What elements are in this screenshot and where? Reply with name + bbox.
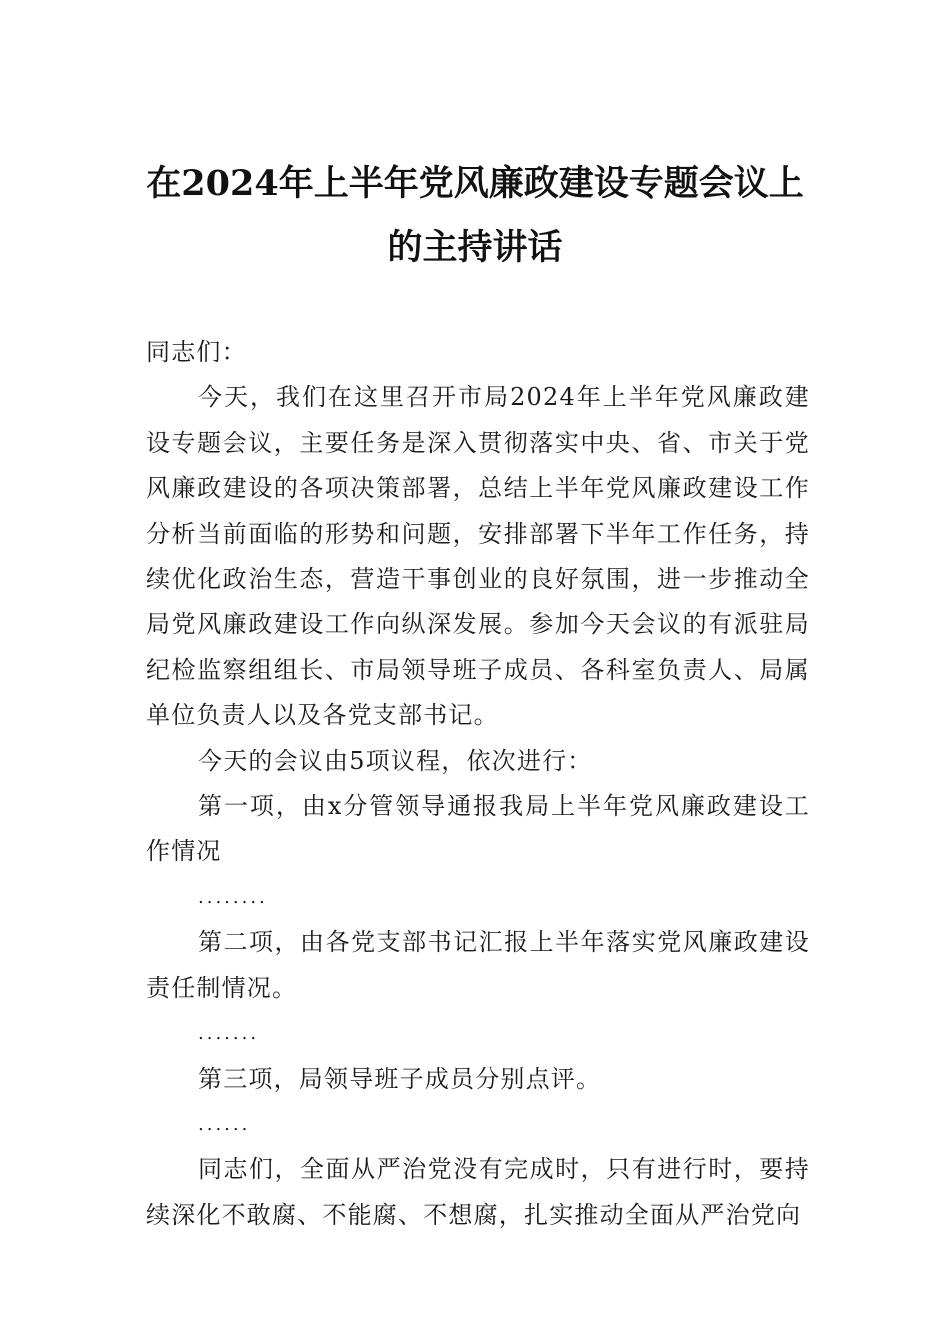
ellipsis-3: ...... (198, 1113, 251, 1135)
agenda-item-1: 第一项，由x分管领导通报我局上半年党风廉政建设工作情况 (146, 792, 810, 866)
title-line-1: 在2024年上半年党风廉政建设专题会议上 (146, 163, 804, 204)
paragraph-intro: 今天，我们在这里召开市局2024年上半年党风廉政建设专题会议，主要任务是深入贯彻落实中央、省、市关于党风廉政建设的各项决策部署，总结上半年党风廉政建设工作分析当前面临的形势和问题，安排部署下半年工作任务，持续优化政治生态，营造干事创业的良好氛围，进一步推动全局党风廉政建设工作向纵深发展。参加今天会议的有派驻局纪检监察组组长、市局领导班子成员、各科室负责人、局属单位负责人以及各党支部书记。 (146, 383, 810, 730)
salutation: 同志们： (146, 338, 247, 366)
agenda-item-3: 第三项，局领导班子成员分别点评。 (198, 1064, 602, 1093)
agenda-item-2: 第二项，由各党支部书记汇报上半年落实党风廉政建设责任制情况。 (146, 928, 810, 1002)
ellipsis-2: ....... (198, 1023, 260, 1045)
document-body (146, 330, 810, 1238)
paragraph-agenda: 今天的会议由5项议程，依次进行： (198, 746, 593, 775)
title-line-2: 的主持讲话 (387, 227, 563, 268)
document-title (120, 152, 830, 280)
paragraph-closing: 同志们，全面从严治党没有完成时，只有进行时，要持续深化不敢腐、不能腐、不想腐，扎实推动全面从严治党向 (146, 1155, 810, 1229)
ellipsis-1: ........ (198, 886, 268, 908)
